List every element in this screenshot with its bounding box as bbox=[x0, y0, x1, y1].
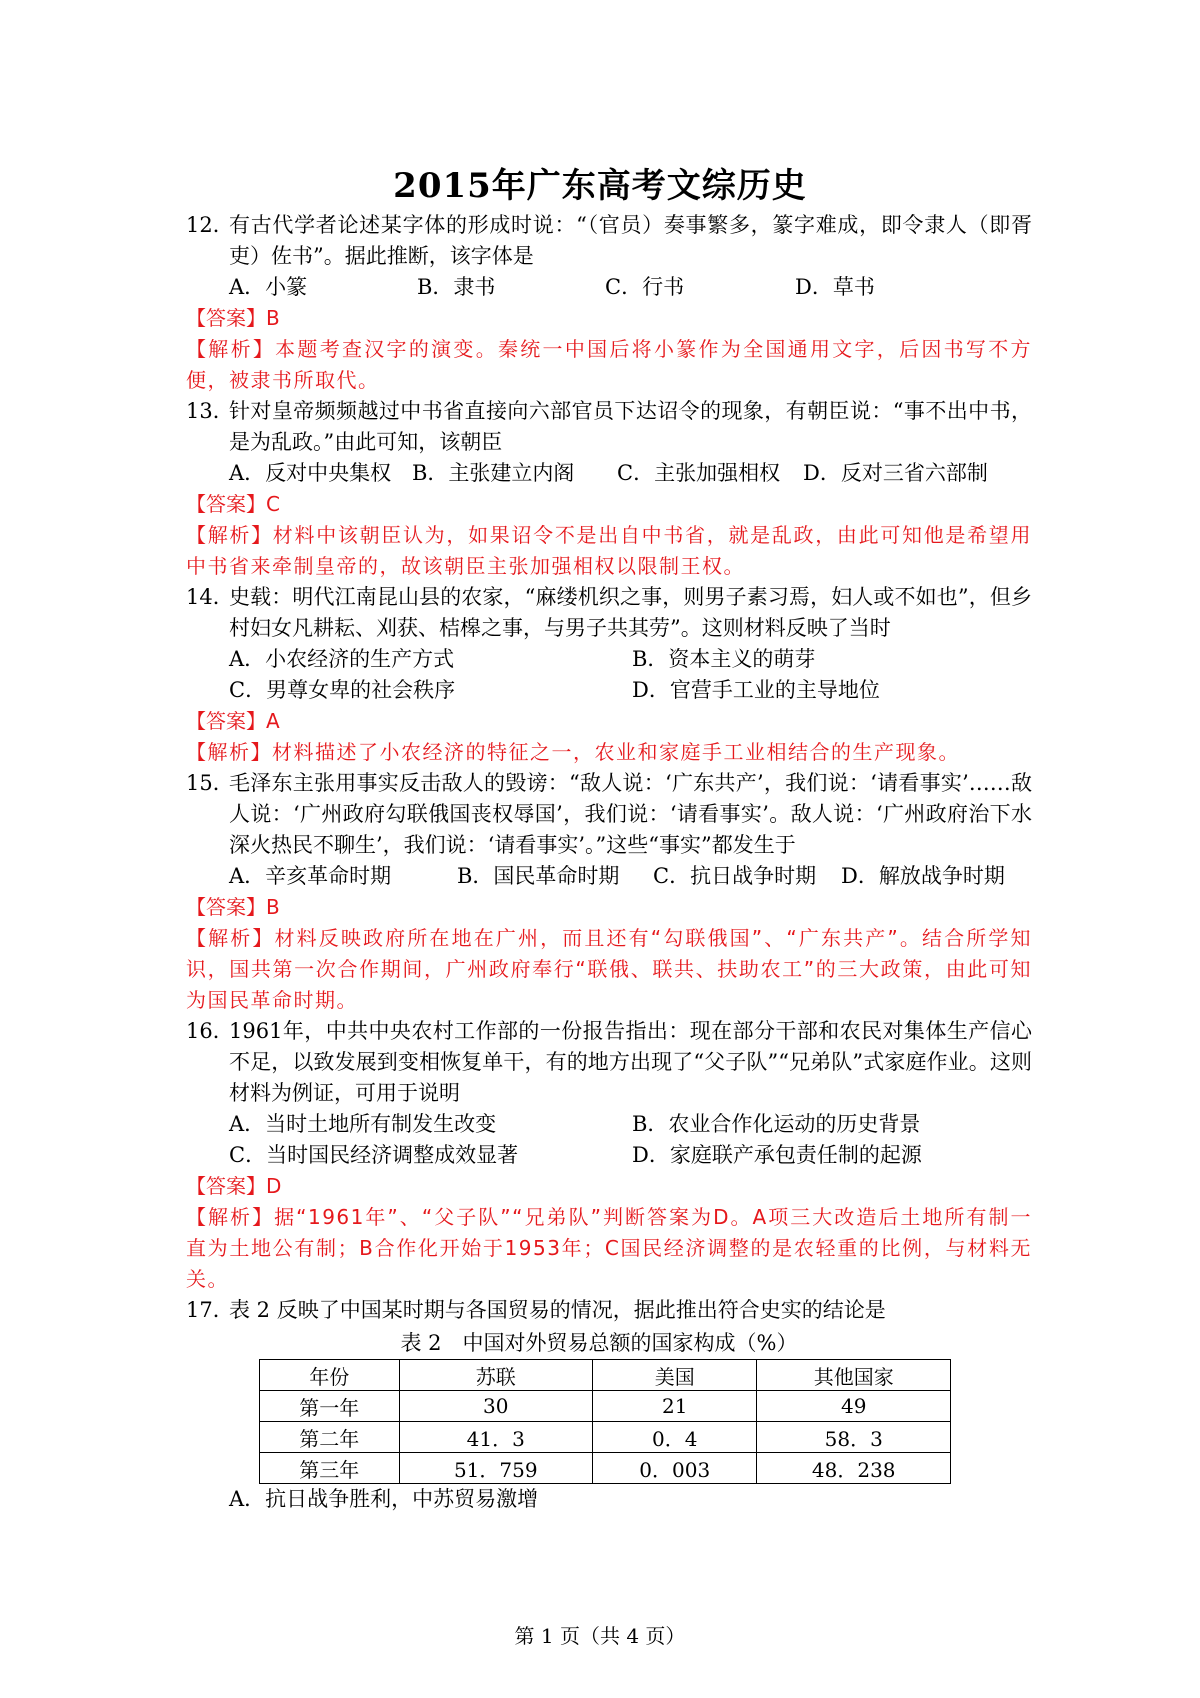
table-cell: 0．4 bbox=[593, 1422, 757, 1453]
option-b: B．主张建立内阁 bbox=[412, 461, 575, 485]
answer-16 bbox=[186, 1171, 1032, 1202]
table-cell: 30 bbox=[399, 1391, 593, 1422]
option-d: D．解放战争时期 bbox=[841, 864, 1005, 888]
question-15-options bbox=[186, 861, 1032, 892]
explanation-14 bbox=[186, 737, 1032, 768]
question-number: 14． bbox=[186, 585, 234, 609]
table-cell: 58．3 bbox=[757, 1422, 951, 1453]
question-list bbox=[186, 210, 1032, 1515]
table-header-cell: 年份 bbox=[260, 1360, 400, 1391]
question-text: 毛泽东主张用事实反击敌人的毁谤：“敌人说：‘广东共产’，我们说：‘请看事实’……敌人说：‘广州政府勾联俄国丧权辱国’，我们说：‘请看事实’。敌人说：‘广州政府治下水深火热民不聊生’，我们说：‘请看事实’。”这些“事实”都发生于 bbox=[229, 771, 1032, 857]
option-a: A．当时土地所有制发生改变 bbox=[229, 1112, 497, 1136]
explanation-label: 【解析】 bbox=[186, 740, 272, 764]
table-cell: 51．759 bbox=[399, 1453, 593, 1484]
option-c: C．行书 bbox=[605, 275, 685, 299]
explanation-text: 本题考查汉字的演变。秦统一中国后将小篆作为全国通用文字，后因书写不方便，被隶书所取代。 bbox=[186, 337, 1033, 392]
option-b: B．资本主义的萌芽 bbox=[632, 647, 816, 671]
question-13-options bbox=[186, 458, 1032, 489]
explanation-text: 材料中该朝臣认为，如果诏令不是出自中书省，就是乱政，由此可知他是希望用中书省来牵制皇帝的，故该朝臣主张加强相权以限制王权。 bbox=[186, 523, 1033, 578]
table-cell: 第一年 bbox=[260, 1391, 400, 1422]
question-text: 1961年，中共中央农村工作部的一份报告指出：现在部分干部和农民对集体生产信心不足，以致发展到变相恢复单干，有的地方出现了“父子队”“兄弟队”式家庭作业。这则材料为例证，可用于说明 bbox=[229, 1019, 1032, 1105]
question-17-options bbox=[186, 1484, 1032, 1515]
answer-label: 【答案】 bbox=[186, 709, 266, 733]
answer-label: 【答案】 bbox=[186, 1174, 266, 1198]
explanation-text: 材料反映政府所在地在广州，而且还有“勾联俄国”、“广东共产”。结合所学知识，国共第一次合作期间，广州政府奉行“联俄、联共、扶助农工”的三大政策，由此可知为国民革命时期。 bbox=[186, 926, 1033, 1012]
question-text: 表 2 反映了中国某时期与各国贸易的情况，据此推出符合史实的结论是 bbox=[229, 1298, 886, 1322]
table-cell: 0．003 bbox=[593, 1453, 757, 1484]
option-a: A．抗日战争胜利，中苏贸易激增 bbox=[229, 1487, 539, 1511]
question-number: 12． bbox=[186, 213, 234, 237]
option-a: A．小篆 bbox=[229, 275, 308, 299]
question-16-options bbox=[186, 1109, 1032, 1171]
answer-label: 【答案】 bbox=[186, 306, 266, 330]
question-13 bbox=[186, 396, 1032, 458]
explanation-13 bbox=[186, 520, 1032, 582]
table-cell: 第二年 bbox=[260, 1422, 400, 1453]
option-d: D．家庭联产承包责任制的起源 bbox=[632, 1143, 922, 1167]
table-cell: 第三年 bbox=[260, 1453, 400, 1484]
page-footer: 第 1 页（共 4 页） bbox=[514, 1624, 686, 1648]
table-header-row bbox=[260, 1360, 951, 1391]
question-text: 针对皇帝频频越过中书省直接向六部官员下达诏令的现象，有朝臣说：“事不出中书，是为乱政。”由此可知，该朝臣 bbox=[229, 399, 1032, 454]
answer-15 bbox=[186, 892, 1032, 923]
page-title: 2015年广东高考文综历史 bbox=[393, 166, 807, 206]
explanation-16 bbox=[186, 1202, 1032, 1295]
answer-value: C bbox=[266, 492, 280, 516]
trade-table bbox=[259, 1359, 951, 1484]
question-12-options bbox=[186, 272, 1032, 303]
table-row bbox=[260, 1391, 951, 1422]
answer-value: B bbox=[266, 306, 280, 330]
option-c: C．主张加强相权 bbox=[617, 461, 781, 485]
table-cell: 41．3 bbox=[399, 1422, 593, 1453]
option-b: B．隶书 bbox=[417, 275, 496, 299]
answer-value: D bbox=[266, 1174, 282, 1198]
answer-14 bbox=[186, 706, 1032, 737]
option-a: A．小农经济的生产方式 bbox=[229, 647, 455, 671]
explanation-label: 【解析】 bbox=[186, 926, 275, 950]
question-number: 13． bbox=[186, 399, 234, 423]
explanation-text: 据“1961年”、“父子队”“兄弟队”判断答案为D。A项三大改造后土地所有制一直为土地公有制；B合作化开始于1953年；C国民经济调整的是农轻重的比例，与材料无关。 bbox=[186, 1205, 1032, 1291]
question-text: 史载：明代江南昆山县的农家，“麻缕机织之事，则男子素习焉，妇人或不如也”，但乡村妇女凡耕耘、刈获、桔槔之事，与男子共其劳”。这则材料反映了当时 bbox=[229, 585, 1032, 640]
table-caption: 表 2 中国对外贸易总额的国家构成（%） bbox=[400, 1331, 798, 1355]
answer-label: 【答案】 bbox=[186, 895, 266, 919]
table-row bbox=[260, 1422, 951, 1453]
answer-13 bbox=[186, 489, 1032, 520]
explanation-text: 材料描述了小农经济的特征之一，农业和家庭手工业相结合的生产现象。 bbox=[272, 740, 960, 764]
question-17 bbox=[186, 1295, 1032, 1326]
explanation-label: 【解析】 bbox=[186, 523, 273, 547]
question-12 bbox=[186, 210, 1032, 272]
option-d: D．反对三省六部制 bbox=[803, 461, 988, 485]
answer-value: A bbox=[266, 709, 280, 733]
table-header-cell: 其他国家 bbox=[757, 1360, 951, 1391]
answer-12 bbox=[186, 303, 1032, 334]
option-c: C．男尊女卑的社会秩序 bbox=[229, 678, 456, 702]
question-15 bbox=[186, 768, 1032, 861]
table-row bbox=[260, 1453, 951, 1484]
option-d: D．草书 bbox=[795, 275, 875, 299]
question-14 bbox=[186, 582, 1032, 644]
table-header-cell: 美国 bbox=[593, 1360, 757, 1391]
option-d: D．官营手工业的主导地位 bbox=[632, 678, 880, 702]
question-number: 17． bbox=[186, 1298, 234, 1322]
table-cell: 48．238 bbox=[757, 1453, 951, 1484]
explanation-15 bbox=[186, 923, 1032, 1016]
question-number: 15． bbox=[186, 771, 234, 795]
option-a: A．辛亥革命时期 bbox=[229, 864, 392, 888]
option-c: C．抗日战争时期 bbox=[653, 864, 817, 888]
explanation-label: 【解析】 bbox=[186, 337, 276, 361]
table-cell: 49 bbox=[757, 1391, 951, 1422]
table-cell: 21 bbox=[593, 1391, 757, 1422]
answer-value: B bbox=[266, 895, 280, 919]
option-a: A．反对中央集权 bbox=[229, 461, 392, 485]
option-b: B．国民革命时期 bbox=[457, 864, 620, 888]
question-14-options bbox=[186, 644, 1032, 706]
explanation-label: 【解析】 bbox=[186, 1205, 275, 1229]
explanation-12 bbox=[186, 334, 1032, 396]
option-c: C．当时国民经济调整成效显著 bbox=[229, 1143, 519, 1167]
table-header-cell: 苏联 bbox=[399, 1360, 593, 1391]
option-b: B．农业合作化运动的历史背景 bbox=[632, 1112, 921, 1136]
question-text: 有古代学者论述某字体的形成时说：“（官员）奏事繁多，篆字难成，即令隶人（即胥吏）佐书”。据此推断，该字体是 bbox=[229, 213, 1032, 268]
question-16 bbox=[186, 1016, 1032, 1109]
answer-label: 【答案】 bbox=[186, 492, 266, 516]
question-number: 16． bbox=[186, 1019, 234, 1043]
